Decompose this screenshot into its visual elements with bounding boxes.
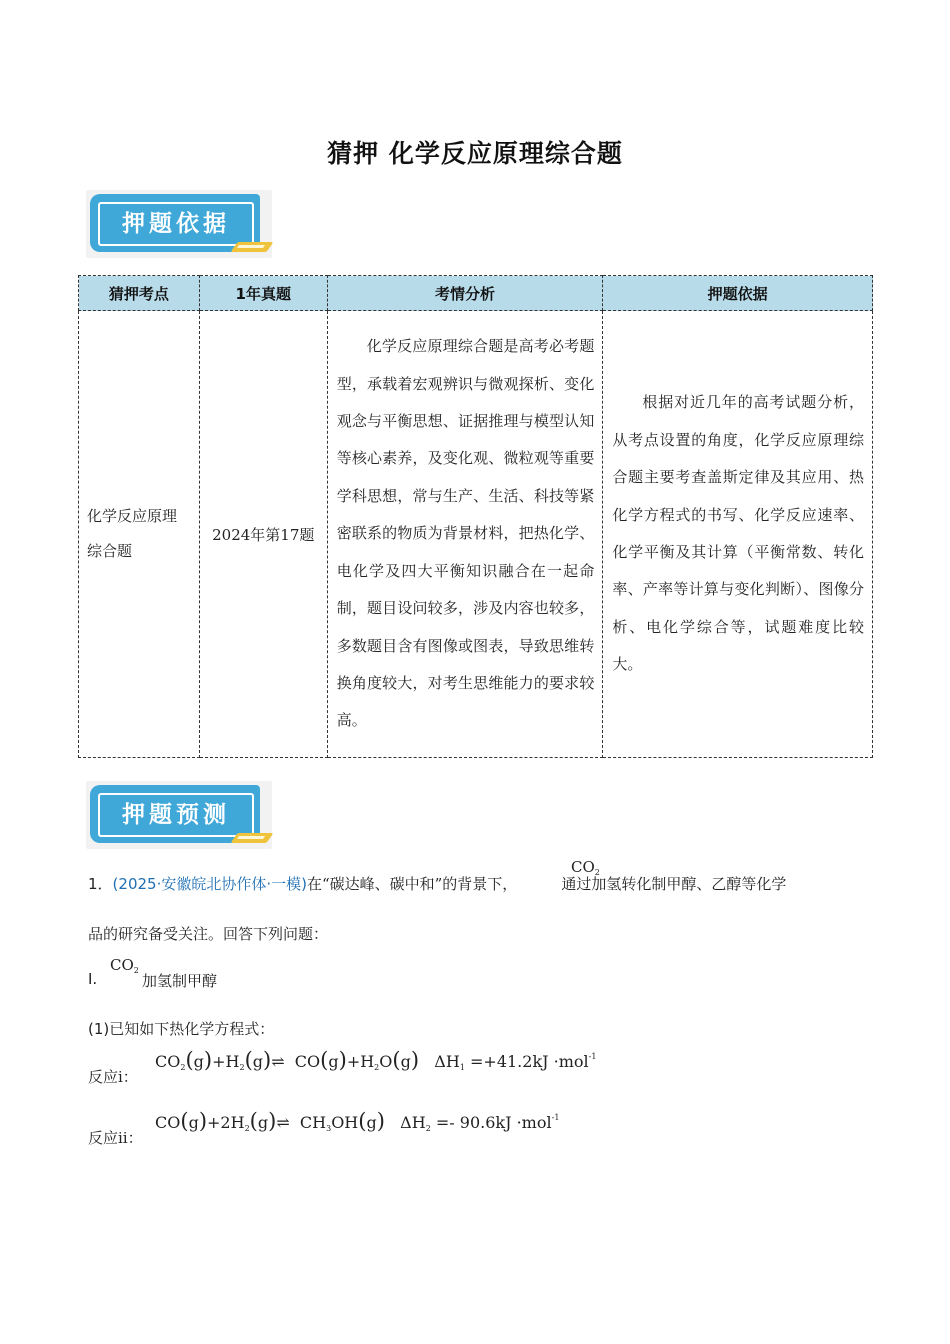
formula-co2: $CO_2$: [110, 956, 139, 975]
cell-topic: 化学反应原理综合题: [79, 311, 200, 758]
question-stem-line1: [88, 873, 786, 894]
table-row: [79, 311, 873, 758]
reaction1-label: 反应ⅰ：: [88, 1068, 138, 1086]
reaction1-equation: $CO_2(g)+H_2(g)\rightleftharpoons$ $CO(g)+H_2O(g)$ $\Delta H_1 =+41.2kJ \cdot mol^{-1}$: [155, 1048, 597, 1072]
header-analysis: 考情分析: [327, 276, 603, 311]
header-basis: 押题依据: [603, 276, 873, 311]
banner-label: 押题预测: [122, 802, 230, 828]
section-banner-basis: [86, 190, 272, 258]
question-text: 在“碳达峰、碳中和”的背景下，: [306, 875, 518, 893]
banner-label: 押题依据: [122, 211, 230, 237]
header-topic: 猜押考点: [79, 276, 200, 311]
section-banner-prediction: [86, 781, 272, 849]
cell-analysis: 化学反应原理综合题是高考必考题型，承载着宏观辨识与微观探析、变化观念与平衡思想、证据推理与模型认知等核心素养，及变化观、微粒观等重要学科思想，常与生产、生活、科技等紧密联系的物质为背景材料，把热化学、电化学及四大平衡知识融合在一起命制，题目设问较多，涉及内容也较多，多数题目含有图像或图表，导致思维转换角度较大，对考生思维能力的要求较高。: [327, 311, 603, 758]
sub-question: (1)已知如下热化学方程式：: [88, 1020, 275, 1038]
formula-co2: $CO_2$: [571, 858, 600, 877]
reaction2-equation: $CO(g)+2H_2(g)\rightleftharpoons$ $CH_3OH(g) \Delta H_2 =- 90.6kJ \cdot mol^{-1}$: [155, 1109, 560, 1133]
header-year: 1年真题: [199, 276, 327, 311]
question-stem-line2: 品的研究备受关注。回答下列问题：: [88, 925, 329, 943]
section-title: 加氢制甲醇: [142, 972, 218, 990]
basis-table: [78, 275, 873, 758]
cell-basis: 根据对近几年的高考试题分析，从考点设置的角度，化学反应原理综合题主要考查盖斯定律及其应用、热化学方程式的书写、化学反应速率、化学平衡及其计算（平衡常数、转化率、产率等计算与变化判断）、图像分析、电化学综合等，试题难度比较大。: [603, 311, 873, 758]
question-source[interactable]: (2025·安徽皖北协作体·一模): [112, 875, 307, 893]
table-header-row: [79, 276, 873, 311]
question-text: 通过加氢转化制甲醇、乙醇等化学: [561, 875, 787, 893]
reaction2-label: 反应ⅱ：: [88, 1129, 143, 1147]
section-number: Ⅰ.: [88, 970, 98, 988]
page-title: 猜押 化学反应原理综合题: [327, 139, 623, 168]
cell-year: 2024年第17题: [199, 311, 327, 758]
question-number: 1．: [88, 875, 113, 893]
